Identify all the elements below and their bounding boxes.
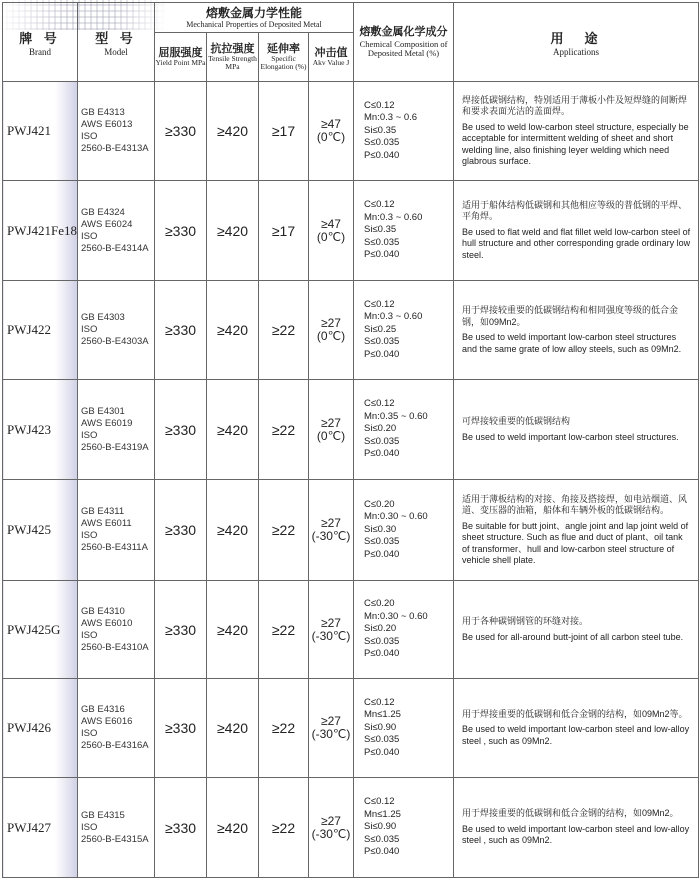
model-line: 2560-B-E4314A bbox=[81, 242, 149, 254]
impact-cell bbox=[309, 679, 354, 778]
chem-line: C≤0.12 bbox=[364, 199, 395, 211]
application-cell bbox=[454, 281, 699, 380]
chem-line: C≤0.12 bbox=[364, 298, 395, 310]
chem-line: P≤0.040 bbox=[364, 149, 400, 161]
application-en: Be suitable for butt joint、angle joint and lap joint weld of sheet structure. Such as flue and duct of plant、oil tank of transformer、hull and low-carbon steel structure of vehicle shell plate. bbox=[462, 520, 689, 565]
brand-cell: PWJ425G bbox=[3, 581, 78, 679]
chem-line: C≤0.20 bbox=[364, 598, 395, 610]
model-cell bbox=[78, 581, 155, 679]
brand-cell: PWJ426 bbox=[3, 679, 78, 778]
model-header-en: Model bbox=[104, 46, 128, 57]
yield-value: ≥330 bbox=[155, 281, 207, 380]
chem-line: C≤0.12 bbox=[364, 99, 395, 111]
impact-line: (-30℃) bbox=[311, 727, 351, 741]
yield-header-zh: 屈服强度 bbox=[158, 46, 203, 59]
chem-line: Si≤0.35 bbox=[364, 224, 397, 236]
chem-line: Si≤0.35 bbox=[364, 124, 397, 136]
model-line: ISO bbox=[81, 629, 98, 641]
chem-line: P≤0.040 bbox=[364, 548, 400, 560]
model-cell bbox=[78, 82, 155, 181]
yield-value: ≥330 bbox=[155, 380, 207, 480]
tensile-header-en: Tensile Strength MPa bbox=[208, 53, 257, 71]
model-line: AWS E6016 bbox=[81, 716, 133, 727]
impact-cell bbox=[309, 778, 354, 878]
app-header-zh: 用 途 bbox=[550, 30, 602, 46]
impact-line: ≥27 bbox=[321, 714, 341, 728]
tensile-value: ≥420 bbox=[207, 82, 259, 181]
chem-line: S≤0.035 bbox=[364, 435, 400, 447]
model-line: ISO bbox=[81, 530, 98, 541]
chem-line: S≤0.035 bbox=[364, 536, 400, 548]
impact-line: (-30℃) bbox=[311, 529, 351, 543]
chem-line: C≤0.20 bbox=[364, 498, 395, 510]
impact-line: ≥27 bbox=[321, 316, 341, 330]
tensile-header-zh: 抗拉强度 bbox=[210, 42, 255, 55]
impact-cell bbox=[309, 82, 354, 181]
table-row bbox=[3, 679, 699, 778]
tensile-value: ≥420 bbox=[207, 181, 259, 281]
impact-header bbox=[309, 33, 354, 82]
model-line: 2560-B-E4303A bbox=[81, 336, 149, 347]
impact-cell bbox=[309, 480, 354, 581]
model-line: GB E4311 bbox=[81, 506, 125, 517]
chem-line: P≤0.040 bbox=[364, 648, 400, 660]
chem-cell bbox=[354, 778, 454, 878]
chem-line: Mn≤1.25 bbox=[364, 709, 401, 721]
application-zh: 适用于船体结构低碳钢和其他相应等级的普低钢的平焊、平角焊。 bbox=[462, 199, 688, 222]
impact-line: ≥27 bbox=[321, 615, 341, 630]
chem-line: S≤0.035 bbox=[364, 635, 400, 647]
tensile-value: ≥420 bbox=[207, 679, 259, 778]
model-line: ISO bbox=[81, 429, 98, 441]
model-line: 2560-B-E4313A bbox=[81, 143, 149, 154]
chem-line: C≤0.12 bbox=[364, 398, 395, 410]
model-line: 2560-B-E4319A bbox=[81, 441, 149, 453]
chem-line: Mn:0.30 ~ 0.60 bbox=[364, 511, 428, 523]
model-line: 2560-B-E4310A bbox=[81, 641, 149, 653]
model-line: GB E4313 bbox=[81, 107, 125, 118]
model-cell bbox=[78, 181, 155, 281]
application-en: Be used to weld important low-carbon steel and low-alloy steel , such as 09Mn2. bbox=[462, 724, 690, 746]
yield-value: ≥330 bbox=[155, 778, 207, 878]
application-cell bbox=[454, 581, 699, 679]
chem-line: S≤0.035 bbox=[364, 734, 400, 746]
chem-line: S≤0.035 bbox=[364, 336, 400, 348]
yield-value: ≥330 bbox=[155, 82, 207, 181]
tensile-header bbox=[207, 33, 259, 82]
impact-line: (-30℃) bbox=[311, 628, 351, 643]
table-row bbox=[3, 778, 699, 878]
chem-line: Mn:0.35 ~ 0.60 bbox=[364, 410, 428, 422]
application-en: Be used to weld important low-carbon steel and low-alloy steel , such as 09Mn2. bbox=[462, 823, 690, 846]
table-body bbox=[3, 82, 699, 878]
elongation-value: ≥17 bbox=[259, 181, 309, 281]
application-cell bbox=[454, 480, 699, 581]
yield-header bbox=[155, 33, 207, 82]
elong-header-en: Specific Elongation (%) bbox=[260, 53, 307, 71]
model-line: AWS E6024 bbox=[81, 218, 133, 230]
brand-cell: PWJ421 bbox=[3, 82, 78, 181]
application-zh: 适用于薄板结构的对接、角接及搭接焊，如电站烟道、风道、变压器的油箱，船体和车辆外板的低碳钢结构。 bbox=[462, 493, 688, 515]
elongation-value: ≥22 bbox=[259, 480, 309, 581]
electrode-spec-table bbox=[2, 2, 699, 878]
impact-header-zh: 冲击值 bbox=[314, 46, 348, 59]
impact-cell bbox=[309, 281, 354, 380]
tensile-value: ≥420 bbox=[207, 480, 259, 581]
elong-header-zh: 延伸率 bbox=[267, 42, 300, 55]
application-en: Be used to flat weld and flat fillet weld low-carbon steel of hull structure and other corresponding grade ordinary low steel. bbox=[462, 226, 691, 260]
table-row bbox=[3, 181, 699, 281]
model-line: ISO bbox=[81, 728, 98, 739]
chem-line: Mn:0.3 ~ 0.6 bbox=[364, 112, 418, 124]
impact-line: ≥27 bbox=[321, 813, 341, 828]
application-cell bbox=[454, 679, 699, 778]
elongation-value: ≥17 bbox=[259, 82, 309, 181]
table-row bbox=[3, 581, 699, 679]
impact-line: (0℃) bbox=[316, 329, 346, 343]
yield-value: ≥330 bbox=[155, 181, 207, 281]
table-row bbox=[3, 480, 699, 581]
impact-line: ≥47 bbox=[321, 216, 341, 231]
brand-header-zh: 牌 号 bbox=[19, 30, 61, 46]
chem-line: P≤0.040 bbox=[364, 448, 400, 460]
model-line: 2560-B-E4315A bbox=[81, 833, 149, 845]
chem-line: Si≤0.25 bbox=[364, 323, 397, 335]
impact-line: ≥47 bbox=[321, 117, 341, 131]
brand-header bbox=[3, 3, 78, 82]
brand-cell: PWJ427 bbox=[3, 778, 78, 878]
chem-line: Mn:0.3 ~ 0.60 bbox=[364, 311, 423, 323]
impact-cell bbox=[309, 581, 354, 679]
chem-line: S≤0.035 bbox=[364, 833, 400, 845]
chem-cell bbox=[354, 281, 454, 380]
model-line: ISO bbox=[81, 821, 98, 833]
chem-line: C≤0.12 bbox=[364, 696, 395, 708]
chem-header bbox=[354, 3, 454, 82]
chem-cell bbox=[354, 581, 454, 679]
chem-line: C≤0.12 bbox=[364, 796, 395, 808]
model-header-zh: 型 号 bbox=[95, 30, 137, 46]
tensile-value: ≥420 bbox=[207, 281, 259, 380]
model-line: GB E4315 bbox=[81, 809, 125, 821]
impact-line: ≥27 bbox=[321, 516, 341, 530]
yield-value: ≥330 bbox=[155, 581, 207, 679]
chem-line: S≤0.035 bbox=[364, 236, 400, 248]
model-line: GB E4324 bbox=[81, 206, 125, 218]
yield-value: ≥330 bbox=[155, 480, 207, 581]
chem-line: Mn≤1.25 bbox=[364, 808, 401, 820]
chem-cell bbox=[354, 480, 454, 581]
elongation-value: ≥22 bbox=[259, 581, 309, 679]
tensile-value: ≥420 bbox=[207, 778, 259, 878]
model-line: ISO bbox=[81, 324, 98, 335]
impact-line: ≥27 bbox=[321, 415, 341, 430]
model-line: GB E4310 bbox=[81, 605, 125, 617]
application-zh: 用于焊接重要的低碳钢和低合金钢的结构，如09Mn2。 bbox=[462, 808, 679, 819]
model-cell bbox=[78, 480, 155, 581]
application-en: Be used to weld important low-carbon steel structures. bbox=[462, 431, 679, 442]
application-en: Be used for all-around butt-joint of all carbon steel tube. bbox=[462, 631, 684, 642]
impact-header-en: Akv Value J bbox=[312, 57, 350, 67]
brand-header-en: Brand bbox=[29, 46, 51, 57]
model-line: AWS E6019 bbox=[81, 417, 133, 429]
chem-line: Mn:0.3 ~ 0.60 bbox=[364, 211, 423, 223]
application-zh: 可焊接较重要的低碳钢结构 bbox=[462, 416, 571, 426]
model-cell bbox=[78, 281, 155, 380]
application-en: Be used to weld important low-carbon steel structures and the same grate of low alloy steels, such as 09Mn2. bbox=[462, 332, 682, 354]
model-line: GB E4316 bbox=[81, 704, 125, 715]
chem-line: S≤0.035 bbox=[364, 137, 400, 149]
chem-line: Si≤0.90 bbox=[364, 821, 397, 833]
brand-cell: PWJ422 bbox=[3, 281, 78, 380]
model-cell bbox=[78, 778, 155, 878]
mech-header bbox=[155, 3, 354, 33]
yield-header-en: Yield Point MPa bbox=[155, 57, 206, 67]
model-line: AWS E6010 bbox=[81, 617, 133, 629]
application-en: Be used to weld low-carbon steel structure, especially be acceptable for intermittent welding of sheet and short welding line, also finishing leyer welding which need glabrous surface. bbox=[462, 121, 689, 166]
brand-cell: PWJ423 bbox=[3, 380, 78, 480]
chem-header-zh: 熔敷金属化学成分 bbox=[359, 25, 448, 38]
application-cell bbox=[454, 380, 699, 480]
chem-line: Si≤0.20 bbox=[364, 423, 397, 435]
chem-line: Si≤0.90 bbox=[364, 721, 397, 733]
chem-line: Si≤0.30 bbox=[364, 523, 397, 535]
application-zh: 用于各种碳钢钢管的环缝对接。 bbox=[462, 616, 589, 626]
application-cell bbox=[454, 181, 699, 281]
brand-cell: PWJ421Fe18 bbox=[3, 181, 78, 281]
brand-cell: PWJ425 bbox=[3, 480, 78, 581]
model-line: 2560-B-E4311A bbox=[81, 542, 148, 553]
application-zh: 用于焊接重要的低碳钢和低合金钢的结构，如09Mn2等。 bbox=[462, 708, 688, 719]
chem-line: P≤0.040 bbox=[364, 249, 400, 261]
app-header bbox=[454, 3, 699, 82]
application-cell bbox=[454, 778, 699, 878]
model-cell bbox=[78, 380, 155, 480]
app-header-en: Applications bbox=[553, 46, 600, 57]
model-cell bbox=[78, 679, 155, 778]
chem-line: Mn:0.30 ~ 0.60 bbox=[364, 610, 428, 622]
impact-cell bbox=[309, 380, 354, 480]
chem-line: P≤0.040 bbox=[364, 846, 400, 858]
application-cell bbox=[454, 82, 699, 181]
application-zh: 用于焊接较重要的低碳钢结构和相同强度等级的低合金钢，如09Mn2。 bbox=[462, 305, 679, 327]
table-row bbox=[3, 380, 699, 480]
mech-header-en: Mechanical Properties of Deposited Metal bbox=[186, 19, 322, 29]
elongation-value: ≥22 bbox=[259, 778, 309, 878]
table-row bbox=[3, 82, 699, 181]
mech-header-zh: 熔敷金属力学性能 bbox=[206, 5, 303, 20]
model-header bbox=[78, 3, 155, 82]
chem-cell bbox=[354, 679, 454, 778]
tensile-value: ≥420 bbox=[207, 380, 259, 480]
impact-cell bbox=[309, 181, 354, 281]
chem-cell bbox=[354, 181, 454, 281]
elongation-value: ≥22 bbox=[259, 679, 309, 778]
model-line: ISO bbox=[81, 230, 98, 242]
tensile-value: ≥420 bbox=[207, 581, 259, 679]
table-row bbox=[3, 281, 699, 380]
model-line: GB E4301 bbox=[81, 405, 125, 417]
yield-value: ≥330 bbox=[155, 679, 207, 778]
impact-line: (0℃) bbox=[316, 428, 346, 443]
model-line: 2560-B-E4316A bbox=[81, 740, 149, 751]
chem-line: P≤0.040 bbox=[364, 348, 400, 360]
chem-cell bbox=[354, 380, 454, 480]
elongation-value: ≥22 bbox=[259, 380, 309, 480]
model-line: ISO bbox=[81, 131, 98, 142]
application-zh: 焊接低碳钢结构，特别适用于薄板小件及短焊缝的间断焊和要求表面光洁的盖面焊。 bbox=[462, 94, 688, 116]
impact-line: (-30℃) bbox=[311, 826, 351, 841]
elongation-value: ≥22 bbox=[259, 281, 309, 380]
model-line: AWS E6013 bbox=[81, 119, 133, 130]
impact-line: (0℃) bbox=[316, 130, 346, 144]
chem-header-en: Chemical Composition of Deposited Metal (%) bbox=[359, 38, 448, 58]
impact-line: (0℃) bbox=[316, 229, 346, 244]
chem-cell bbox=[354, 82, 454, 181]
chem-line: Si≤0.20 bbox=[364, 623, 397, 635]
chem-line: P≤0.040 bbox=[364, 746, 400, 758]
model-line: AWS E6011 bbox=[81, 518, 132, 529]
elong-header bbox=[259, 33, 309, 82]
model-line: GB E4303 bbox=[81, 312, 125, 323]
